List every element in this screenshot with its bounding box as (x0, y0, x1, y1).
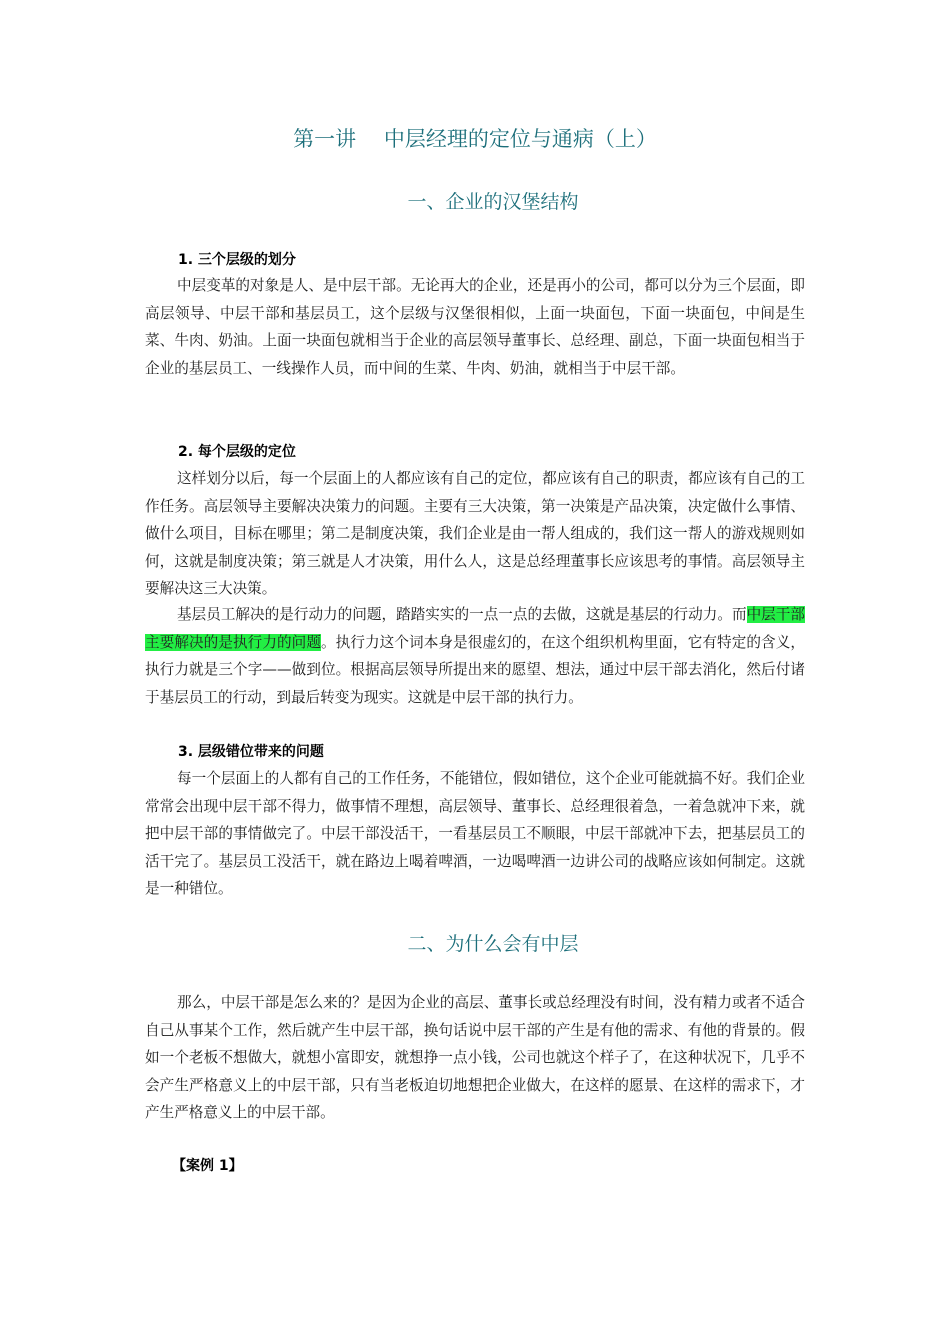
section-heading-why-middle-level: 二、为什么会有中层 (407, 933, 579, 955)
subheading-level-misplacement: 3. 层级错位带来的问题 (178, 744, 324, 760)
subheading-level-positioning: 2. 每个层级的定位 (178, 444, 296, 460)
paragraph-three-levels: 中层变革的对象是人、是中层干部。无论再大的企业，还是再小的公司，都可以分为三个层面，即高层领导、中层干部和基层员工，这个层级与汉堡很相似，上面一块面包，下面一块面包，中间是生菜、牛肉、奶油。上面一块面包就相当于企业的高层领导董事长、总经理、副总，下面一块面包相当于企业的基层员工、一线操作人员，而中间的生菜、牛肉、奶油，就相当于中层干部。 (145, 277, 805, 377)
paragraph-level-positioning-2 (145, 601, 805, 711)
paragraph-text-before-highlight: 基层员工解决的是行动力的问题，踏踏实实的一点一点的去做，这就是基层的行动力。而 (177, 606, 747, 623)
paragraph-level-misplacement: 每一个层面上的人都有自己的工作任务，不能错位，假如错位，这个企业可能就搞不好。我们企业常常会出现中层干部不得力，做事情不理想，高层领导、董事长、总经理很着急，一着急就冲下来，就把中层干部的事情做完了。中层干部没活干，一看基层员工不顺眼，中层干部就冲下去，把基层员工的活干完了。基层员工没活干，就在路边上喝着啤酒，一边喝啤酒一边讲公司的战略应该如何制定。这就是一种错位。 (145, 770, 805, 897)
highlighted-text: 中层干部主要解决的是执行力的问题 (145, 606, 805, 651)
paragraph-text-after-highlight: 。执行力这个词本身是很虚幻的，在这个组织机构里面，它有特定的含义，执行力就是三个字——做到位。根据高层领导所提出来的愿望、想法，通过中层干部去消化，然后付诸于基层员工的行动，到最后转变为现实。这就是中层干部的执行力。 (145, 633, 805, 706)
paragraph-level-positioning-1: 这样划分以后，每一个层面上的人都应该有自己的定位，都应该有自己的职责，都应该有自己的工作任务。高层领导主要解决决策力的问题。主要有三大决策，第一决策是产品决策，决定做什么事情、做什么项目，目标在哪里；第二是制度决策，我们企业是由一帮人组成的，我们这一帮人的游戏规则如何，这就是制度决策；第三就是人才决策，用什么人，这是总经理董事长应该思考的事情。高层领导主要解决这三大决策。 (145, 470, 805, 597)
section-heading-hamburger-structure: 一、企业的汉堡结构 (407, 191, 579, 213)
case-label: 【案例 1】 (172, 1158, 243, 1174)
paragraph-why-middle-level: 那么，中层干部是怎么来的？是因为企业的高层、董事长或总经理没有时间，没有精力或者不适合自己从事某个工作，然后就产生中层干部，换句话说中层干部的产生是有他的需求、有他的背景的。假如一个老板不想做大，就想小富即安，就想挣一点小钱，公司也就这个样子了，在这种状况下，几乎不会产生严格意义上的中层干部，只有当老板迫切地想把企业做大，在这样的愿景、在这样的需求下，才产生严格意义上的中层干部。 (145, 994, 805, 1121)
lecture-title: 第一讲 中层经理的定位与通病（上） (293, 127, 657, 151)
subheading-three-levels: 1. 三个层级的划分 (178, 252, 296, 268)
